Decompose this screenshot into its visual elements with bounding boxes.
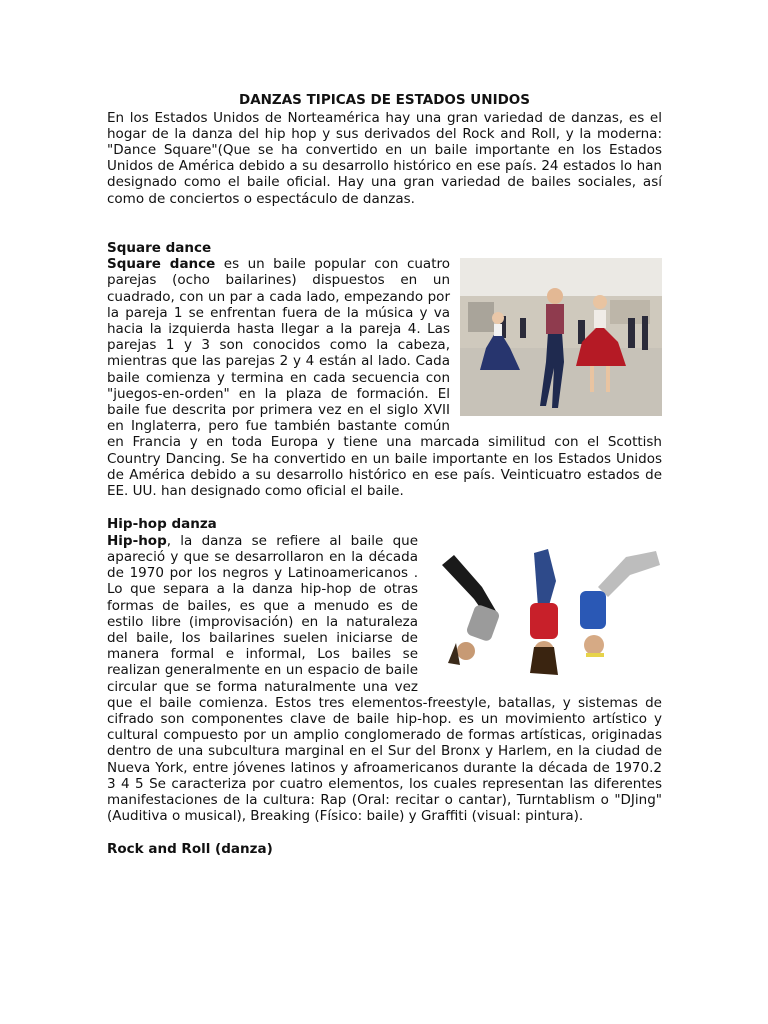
hiphop-body: , la danza se refiere al baile que apareció y que se desarrollaron en la década de 1970 por los negros y Latinoamericanos . Lo que separa a la danza hip-hop de otras formas de bailes, es que a menudo es de estilo libre (improvisación) en la naturaleza del baile, los bailarines suelen iniciarse de manera formal e informal, Los bailes se realizan generalmente en un espacio de baile circular que se forma naturalmente una vez que el baile comienza. Estos tres elementos-freestyle, batallas, y sistemas de cifrado son componentes clave de baile hip-hop. es un movimiento artístico y cultural compuesto por un amplio conglomerado de formas artísticas, originadas dentro de una subcultura marginal en el Sur del Bronx y Harlem, en la ciudad de Nueva York, entre jóvenes latinos y afroamericanos durante la década de 1970.2 3 4 5 Se caracteriza por cuatro elementos, los cuales representan las diferentes manifestaciones de la cultura: Rap (Oral: recitar o cantar), Turntablism o "DJing" (Auditiva o musical), Breaking (Físico: baile) y Graffiti (visual: pintura). <box>107 532 662 825</box>
square-dance-body: es un baile popular con cuatro parejas (ocho bailarines) dispuestos en un cuadrado, con un par a cada lado, empezando por la pareja 1 se enfrentan fuera de la música y va hacia la izquierda hasta llegar a la pareja 4. Las parejas 1 y 3 son conocidos como la cabeza, mientras que las parejas 2 y 4 están al lado. Cada baile comienza y termina en cada secuencia con "juegos-en-orden" en la plaza de formación. El baile fue descrita por primera vez en el siglo XVII en Inglaterra, pero fue también bastante común en Francia y en toda Europa y tiene una marcada similitud con el Scottish Country Dancing. Se ha convertido en un baile importante en los Estados Unidos de América debido a su desarrollo histórico en ese país. Veinticuatro estados de EE. UU. han designado como oficial el baile. <box>107 256 662 500</box>
hip-hop-dancers-photo <box>430 547 662 689</box>
square-dance-lead: Square dance <box>107 256 216 273</box>
hiphop-heading: Hip-hop danza <box>107 516 217 533</box>
square-dance-heading: Square dance <box>107 239 212 256</box>
document-content <box>107 92 662 858</box>
intro-paragraph: En los Estados Unidos de Norteamérica hay una gran variedad de danzas, es el hogar de la danza del hip hop y sus derivados del Rock and Roll, y la moderna: "Dance Square"(Que se ha convertido en un baile importante en los Estados Unidos de América debido a su desarrollo histórico en ese país. 24 estados lo han designado como el baile oficial. Hay una gran variedad de bailes sociales, así como de conciertos o espectáculo de danzas. <box>107 109 662 207</box>
document-title: DANZAS TIPICAS DE ESTADOS UNIDOS <box>238 92 530 108</box>
rock-and-roll-heading: Rock and Roll (danza) <box>107 841 273 858</box>
hiphop-lead: Hip-hop <box>107 532 167 549</box>
square-dance-photo <box>460 258 662 416</box>
